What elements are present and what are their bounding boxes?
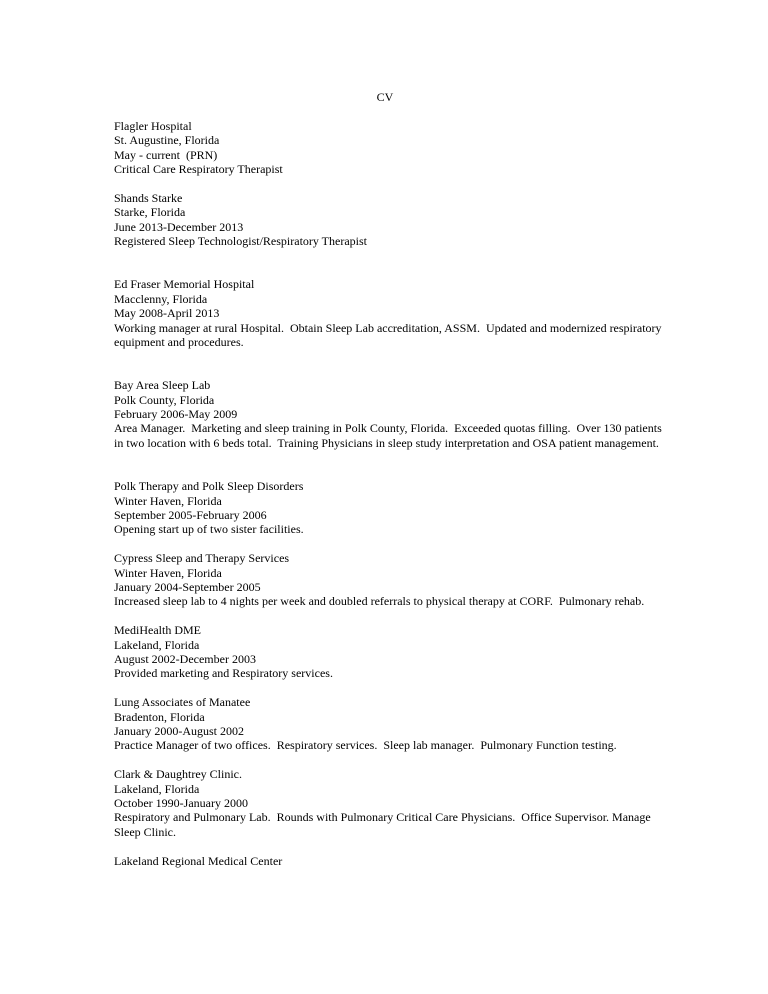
employment-history xyxy=(114,119,674,868)
employer-name: Polk Therapy and Polk Sleep Disorders xyxy=(114,479,304,494)
employment-entry xyxy=(114,551,674,609)
employer-location: Macclenny, Florida xyxy=(114,291,208,306)
job-description: Practice Manager of two offices. Respiratory services. Sleep lab manager. Pulmonary Function testing. xyxy=(114,738,617,753)
employer-name: Lakeland Regional Medical Center xyxy=(114,853,283,868)
employer-location: Winter Haven, Florida xyxy=(114,493,222,508)
employment-dates: September 2005-February 2006 xyxy=(114,507,267,522)
employment-dates: January 2004-September 2005 xyxy=(114,579,261,594)
employment-dates: May 2008-April 2013 xyxy=(114,306,220,321)
employment-entry xyxy=(114,767,674,839)
employment-dates: May - current (PRN) xyxy=(114,147,218,162)
employer-location: Winter Haven, Florida xyxy=(114,565,222,580)
employer-name: MediHealth DME xyxy=(114,623,201,638)
employer-location: Polk County, Florida xyxy=(114,392,215,407)
employment-entry xyxy=(114,854,674,868)
employer-location: St. Augustine, Florida xyxy=(114,133,220,148)
employment-dates: June 2013-December 2013 xyxy=(114,219,244,234)
employment-entry xyxy=(114,479,674,537)
job-description: Provided marketing and Respiratory services. xyxy=(114,666,333,681)
employment-dates: February 2006-May 2009 xyxy=(114,407,238,422)
employer-name: Shands Starke xyxy=(114,191,183,206)
employment-dates: January 2000-August 2002 xyxy=(114,723,244,738)
job-description: Area Manager. Marketing and sleep training in Polk County, Florida. Exceeded quotas filling. Over 130 patients in two location with 6 beds total. Training Physicians in sleep study interpretation and OSA patient management. xyxy=(114,421,665,450)
employer-location: Bradenton, Florida xyxy=(114,709,205,724)
employer-location: Starke, Florida xyxy=(114,205,186,220)
employer-name: Ed Fraser Memorial Hospital xyxy=(114,277,255,292)
employment-entry xyxy=(114,695,674,753)
job-description: Respiratory and Pulmonary Lab. Rounds with Pulmonary Critical Care Physicians. Office Supervisor. Manage Sleep Clinic. xyxy=(114,810,654,839)
employment-entry xyxy=(114,119,674,177)
job-description: Working manager at rural Hospital. Obtain Sleep Lab accreditation, ASSM. Updated and modernized respiratory equipment and procedures. xyxy=(114,320,665,350)
job-description: Critical Care Respiratory Therapist xyxy=(114,162,283,177)
page-title: CV xyxy=(376,90,394,104)
employment-dates: October 1990-January 2000 xyxy=(114,795,248,810)
employer-location: Lakeland, Florida xyxy=(114,637,200,652)
employment-entry xyxy=(114,191,674,249)
employer-name: Lung Associates of Manatee xyxy=(114,695,251,710)
employer-location: Lakeland, Florida xyxy=(114,781,200,796)
employment-entry xyxy=(114,277,674,349)
employer-name: Flagler Hospital xyxy=(114,119,192,133)
employment-dates: August 2002-December 2003 xyxy=(114,651,256,666)
employer-name: Bay Area Sleep Lab xyxy=(114,378,211,393)
employment-entry xyxy=(114,378,674,450)
job-description: Registered Sleep Technologist/Respiratory Therapist xyxy=(114,234,367,249)
employment-entry xyxy=(114,623,674,681)
employer-name: Cypress Sleep and Therapy Services xyxy=(114,551,290,566)
employer-name: Clark & Daughtrey Clinic. xyxy=(114,767,242,782)
job-description: Opening start up of two sister facilities. xyxy=(114,522,304,537)
job-description: Increased sleep lab to 4 nights per week and doubled referrals to physical therapy at CORF. Pulmonary rehab. xyxy=(114,594,645,609)
